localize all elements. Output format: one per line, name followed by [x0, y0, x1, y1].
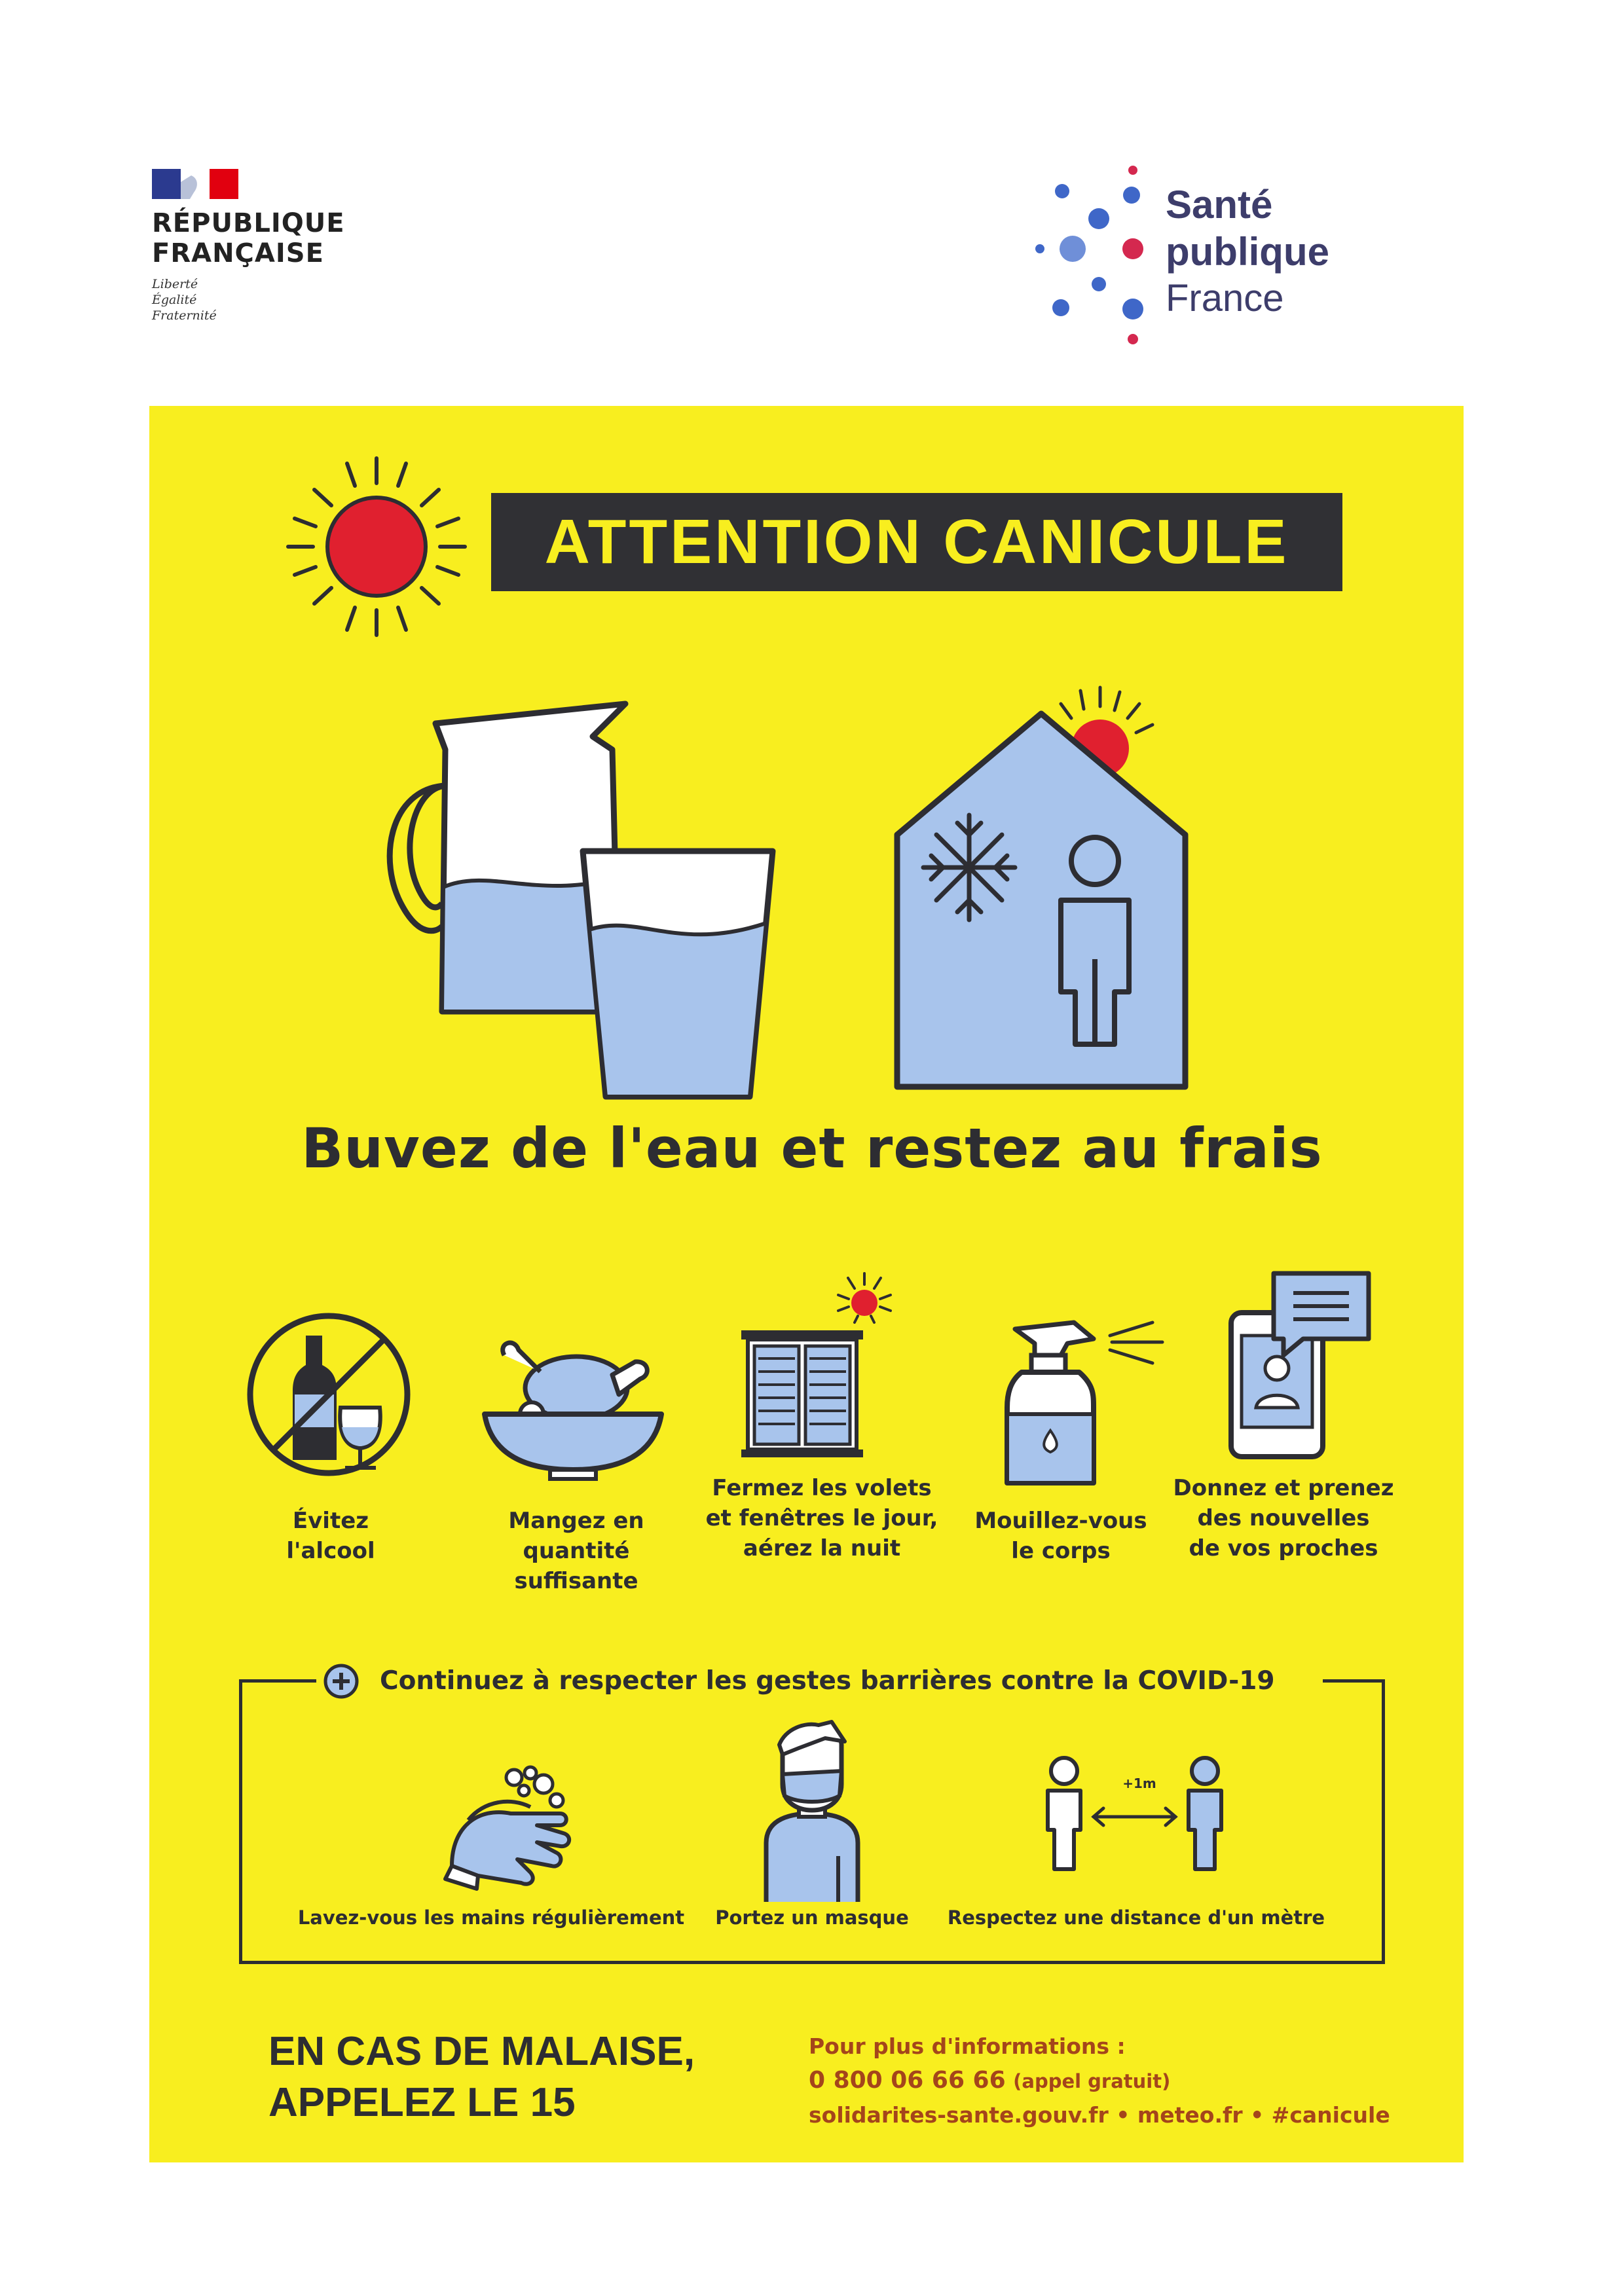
tip-line: Évitez: [292, 1508, 369, 1534]
covid-label-hands: Lavez-vous les mains régulièrement: [297, 1906, 685, 1929]
rf-name-line1: RÉPUBLIQUE: [152, 208, 345, 238]
mask-icon: [760, 1719, 864, 1902]
covid-label-distance: Respectez une distance d'un mètre: [947, 1906, 1325, 1929]
tip-label-food: [458, 1506, 694, 1596]
spf-name-line3: France: [1166, 277, 1284, 319]
food-bowl-icon: [478, 1336, 668, 1486]
headline: Buvez de l'eau et restez au frais: [301, 1116, 1323, 1180]
poster-title: ATTENTION CANICULE: [491, 493, 1342, 591]
covid-box-border: [1323, 1679, 1382, 1683]
republique-francaise-logo: [152, 169, 401, 323]
info-phone[interactable]: 0 800 06 66 66: [809, 2067, 1006, 2094]
phone-message-icon: [1218, 1267, 1375, 1463]
cool-house-icon: [884, 678, 1198, 1097]
tip-line: Donnez et prenez: [1173, 1475, 1394, 1501]
window-shutters-icon: [740, 1270, 910, 1460]
tip-line: des nouvelles: [1197, 1505, 1370, 1531]
covid-label-mask: Portez un masque: [715, 1906, 909, 1929]
distance-badge: +1m: [1122, 1776, 1156, 1791]
spf-name-line1: Santé: [1166, 183, 1273, 227]
no-alcohol-icon: [237, 1309, 427, 1480]
info-heading: Pour plus d'informations :: [809, 2033, 1126, 2059]
tip-line: quantité suffisante: [514, 1538, 638, 1594]
info-phone-note: (appel gratuit): [1013, 2070, 1171, 2092]
tip-label-shutters: [704, 1473, 940, 1563]
sante-publique-france-logo: [1035, 164, 1428, 347]
tip-label-news: [1162, 1473, 1405, 1563]
marianne-flag-icon: [152, 169, 238, 199]
rf-motto-fraternite: Fraternité: [152, 308, 217, 323]
hand-washing-icon: [439, 1761, 583, 1892]
tip-label-spray: [953, 1506, 1169, 1566]
tip-line: aérez la nuit: [743, 1535, 901, 1561]
covid-title: Continuez à respecter les gestes barrières contre la COVID-19: [380, 1666, 1275, 1696]
tip-line: Fermez les volets: [712, 1475, 932, 1501]
info-links[interactable]: solidarites-sante.gouv.fr • meteo.fr • #canicule: [809, 2102, 1390, 2128]
spf-name-line2: publique: [1166, 230, 1329, 274]
tip-line: Mangez en: [508, 1508, 644, 1534]
emergency-line2: APPELEZ LE 15: [268, 2080, 576, 2125]
covid-box-border: [239, 1679, 316, 1683]
sun-icon: [282, 452, 471, 642]
plus-circle-icon: [323, 1663, 360, 1700]
rf-name-line2: FRANÇAISE: [152, 238, 324, 268]
distance-icon: [1041, 1755, 1231, 1872]
water-jug-icon: [363, 691, 789, 1110]
spray-bottle-icon: [995, 1303, 1185, 1493]
tip-label-alcohol: [223, 1506, 439, 1566]
info-block: [809, 2030, 1437, 2132]
tip-line: et fenêtres le jour,: [705, 1505, 938, 1531]
tip-line: le corps: [1011, 1538, 1111, 1564]
rf-motto-liberte: Liberté: [152, 277, 198, 291]
tip-line: Mouillez-vous: [974, 1508, 1147, 1534]
tip-line: de vos proches: [1189, 1535, 1378, 1561]
rf-motto-egalite: Égalité: [152, 293, 197, 307]
tip-line: l'alcool: [286, 1538, 375, 1564]
emergency-line1: EN CAS DE MALAISE,: [268, 2029, 695, 2074]
spf-dots-icon: [1035, 164, 1153, 347]
emergency-call-text: [268, 2026, 766, 2128]
